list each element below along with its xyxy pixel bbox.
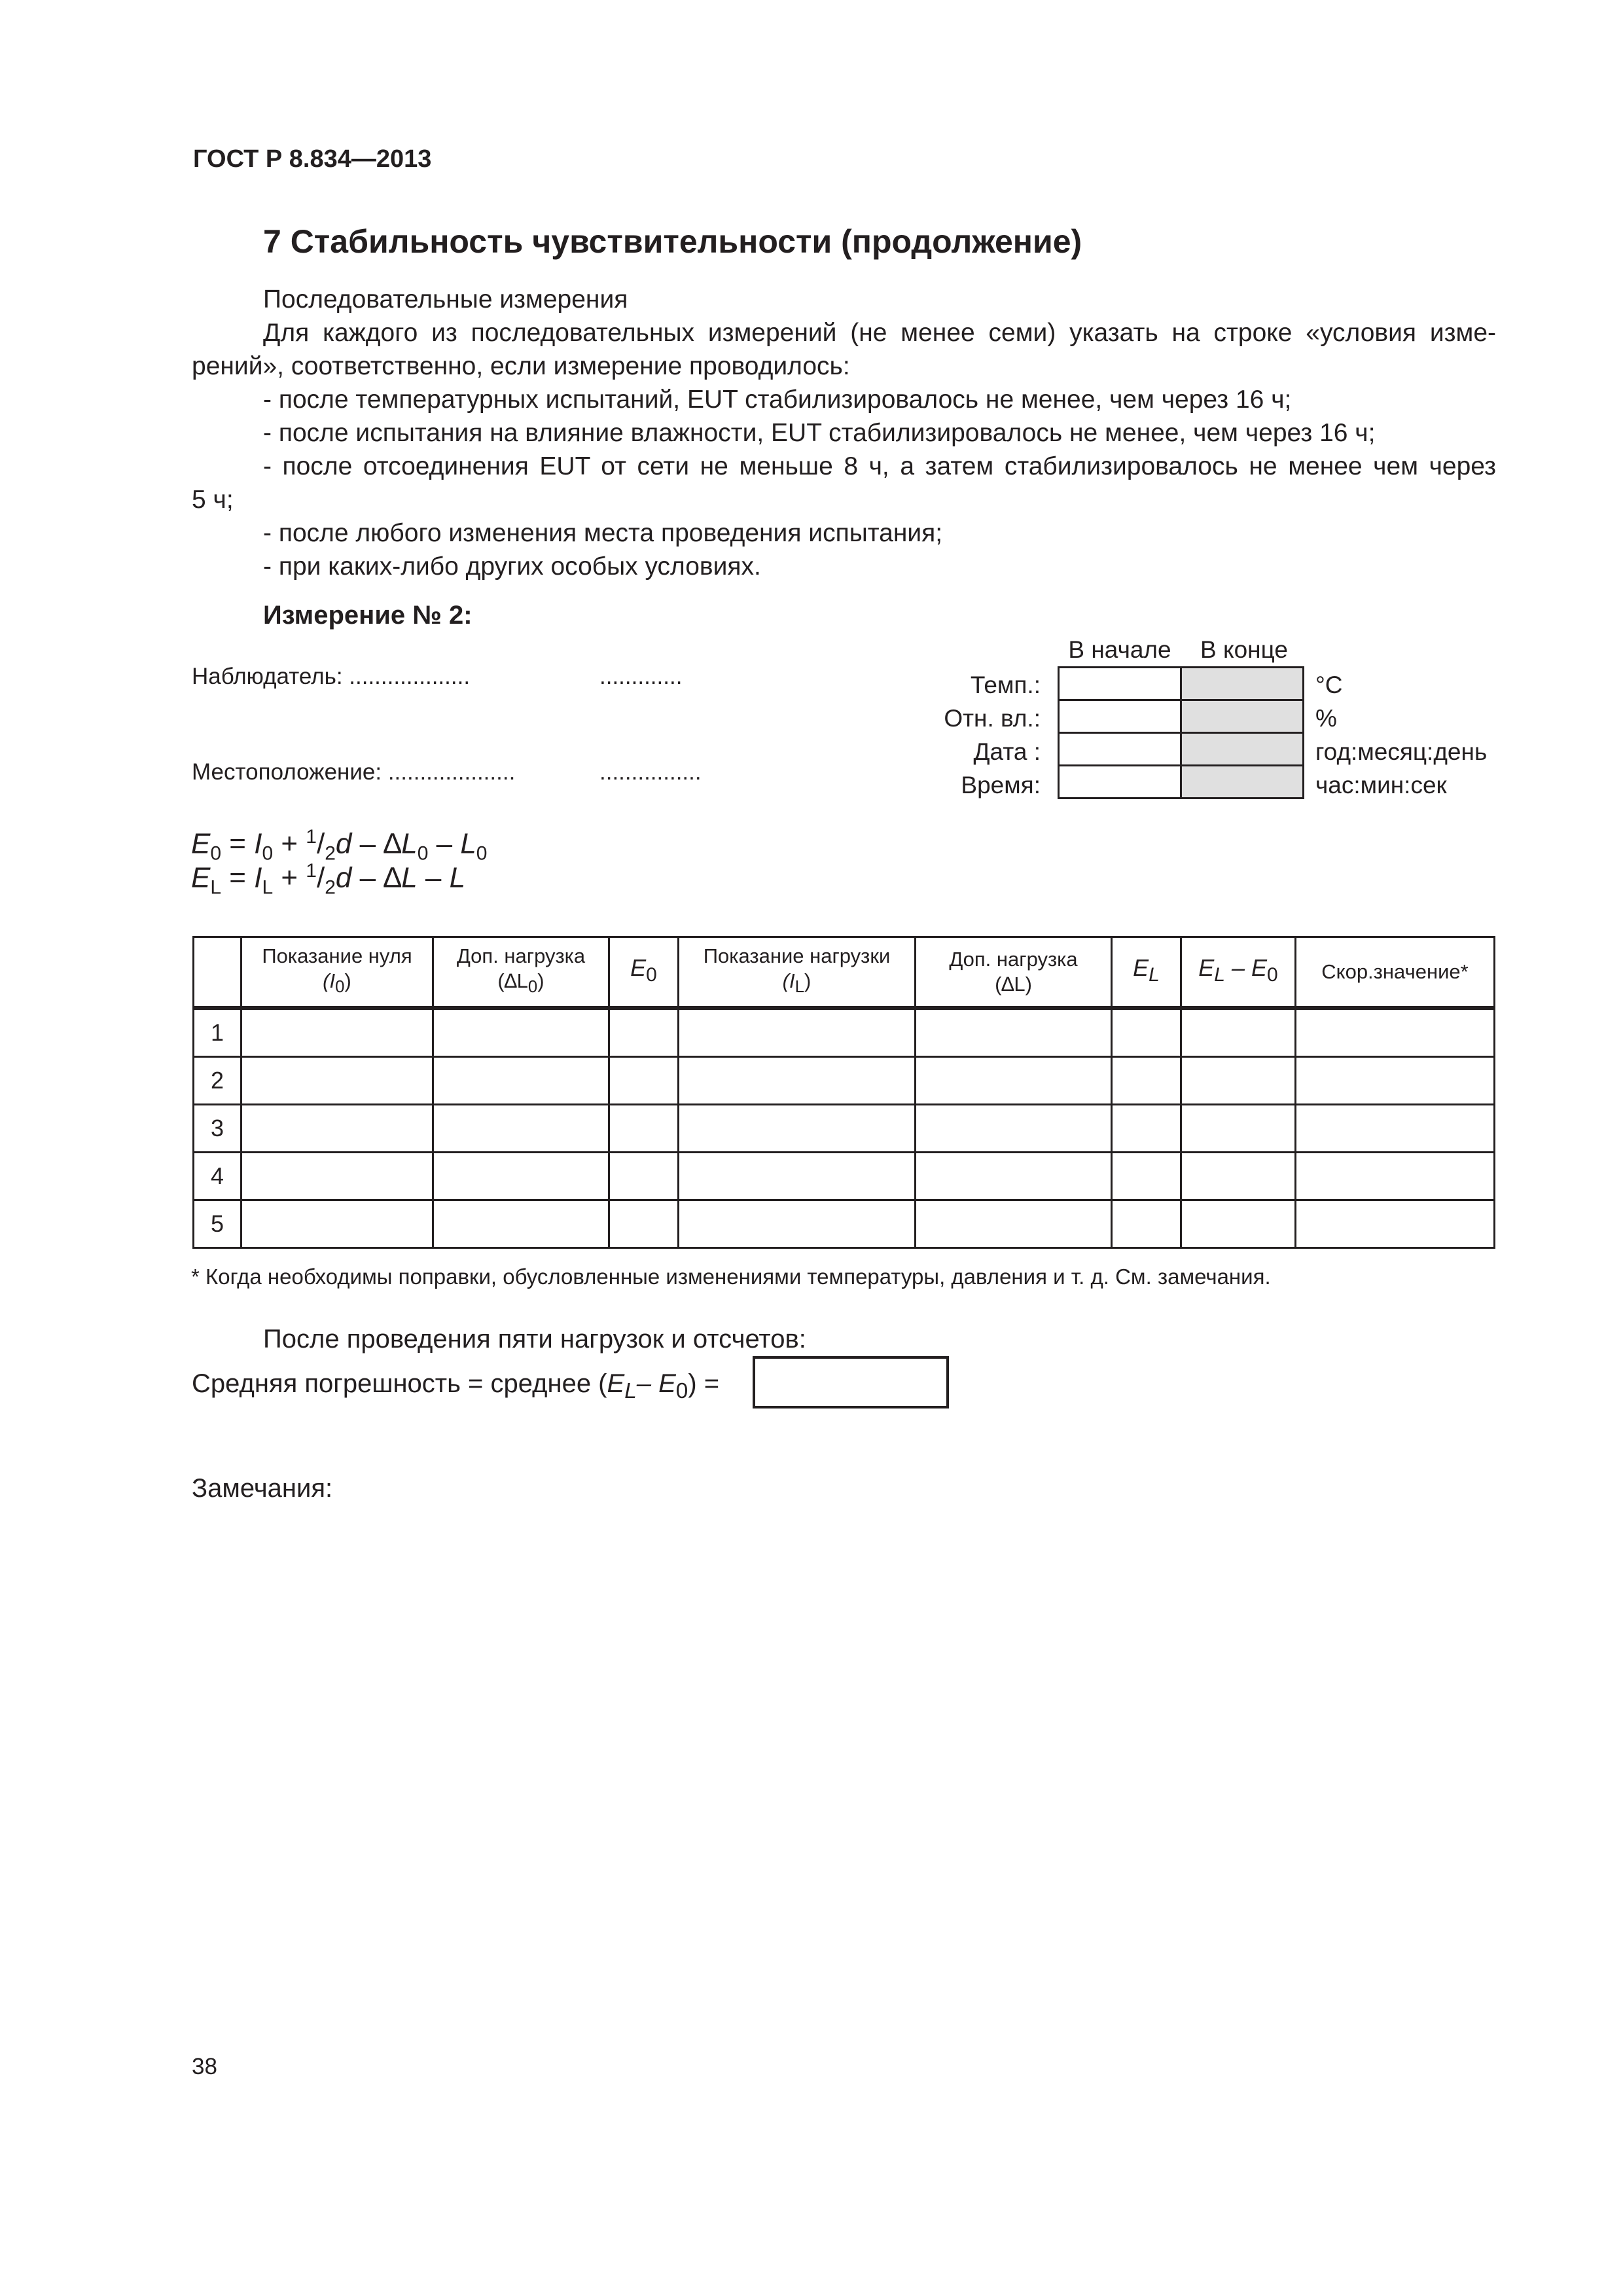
humidity-label: Отн. вл.: [944, 705, 1041, 732]
data-cell[interactable] [609, 1105, 679, 1153]
data-cell[interactable] [679, 1105, 916, 1153]
section-title: 7 Стабильность чувствительности (продолжение) [263, 223, 1082, 260]
data-cell[interactable] [1112, 1105, 1181, 1153]
data-cell[interactable] [1112, 1009, 1181, 1057]
data-cell[interactable] [1181, 1057, 1296, 1105]
humidity-unit: % [1315, 705, 1337, 732]
row-number: 4 [194, 1153, 241, 1200]
location-label: Местоположение: .................... [192, 759, 516, 785]
measurements-table [192, 936, 1495, 1249]
data-cell[interactable] [1181, 1153, 1296, 1200]
formula-el: $E_L = I_L + ^1/_2d - \Delta L - L$ [191, 860, 466, 899]
table-row [194, 1009, 1495, 1057]
table-row [194, 1057, 1495, 1105]
table-row [194, 1105, 1495, 1153]
header-corrected-value: Скор.значение* [1296, 937, 1495, 1007]
table-row [194, 1200, 1495, 1248]
data-cell[interactable] [1181, 1200, 1296, 1248]
data-cell[interactable] [679, 1057, 916, 1105]
intro-line-2: рений», соответственно, если измерение проводилось: [192, 352, 850, 380]
data-cell[interactable] [433, 1153, 609, 1200]
temp-end-cell[interactable] [1181, 668, 1304, 700]
header-e0: $E_0$ [609, 937, 679, 1007]
row-number: 1 [194, 1009, 241, 1057]
measurement-title: Измерение № 2: [263, 601, 473, 630]
data-cell[interactable] [1112, 1153, 1181, 1200]
data-cell[interactable] [433, 1105, 609, 1153]
observer-label: Наблюдатель: ................... [192, 664, 471, 689]
data-cell[interactable] [609, 1200, 679, 1248]
data-cell[interactable] [433, 1200, 609, 1248]
header-el-minus-e0: $E_L - E_0$ [1181, 937, 1296, 1007]
header-load-reading: Показание нагрузки $(I_L)$ [679, 937, 916, 1007]
date-unit: год:месяц:день [1315, 738, 1488, 765]
data-cell[interactable] [1296, 1153, 1495, 1200]
header-additional-load-2: Доп. нагрузка (∆L) [916, 937, 1112, 1007]
humidity-start-cell[interactable] [1059, 700, 1181, 733]
observer-dots: ............. [599, 664, 683, 689]
row-number: 2 [194, 1057, 241, 1105]
temp-start-cell[interactable] [1059, 668, 1181, 700]
conditions-end-header: В конце [1200, 636, 1288, 663]
standard-code: ГОСТ Р 8.834—2013 [193, 145, 432, 173]
location-dots: ................ [599, 759, 702, 785]
bullet-4: - после любого изменения места проведения испытания; [263, 519, 943, 547]
humidity-end-cell[interactable] [1181, 700, 1304, 733]
data-cell[interactable] [609, 1057, 679, 1105]
data-cell[interactable] [433, 1057, 609, 1105]
header-el: $E_L$ [1112, 937, 1181, 1007]
data-cell[interactable] [1112, 1057, 1181, 1105]
data-cell[interactable] [1181, 1105, 1296, 1153]
average-error-label: Средняя погрешность = среднее ($E_L-$ $E_0$) = [192, 1369, 720, 1403]
data-cell[interactable] [1112, 1200, 1181, 1248]
table-footnote: * Когда необходимы поправки, обусловленные изменениями температуры, давления и т. д. См. замечания. [191, 1265, 1271, 1289]
data-cell[interactable] [1296, 1105, 1495, 1153]
table-row [194, 1153, 1495, 1200]
data-cell[interactable] [1296, 1200, 1495, 1248]
header-zero-reading: Показание нуля $(I_0)$ [241, 937, 433, 1007]
remarks-label: Замечания: [192, 1474, 333, 1503]
data-cell[interactable] [679, 1009, 916, 1057]
intro-line-1: Для каждого из последовательных измерений (не менее семи) указать на строке «условия изме- [263, 319, 1496, 347]
bullet-3a: - после отсоединения EUT от сети не меньше 8 ч, а затем стабилизировалось не менее чем через [263, 452, 1496, 480]
intro-heading: Последовательные измерения [263, 285, 628, 314]
time-start-cell[interactable] [1059, 766, 1181, 798]
data-cell[interactable] [609, 1009, 679, 1057]
bullet-3b: 5 ч; [192, 486, 234, 514]
data-cell[interactable] [916, 1105, 1112, 1153]
after-loads-text: После проведения пяти нагрузок и отсчетов: [263, 1325, 806, 1354]
data-cell[interactable] [1181, 1009, 1296, 1057]
data-cell[interactable] [241, 1009, 433, 1057]
data-cell[interactable] [916, 1200, 1112, 1248]
header-additional-load: Доп. нагрузка $(\Delta L_0)$ [433, 937, 609, 1007]
date-label: Дата : [973, 738, 1041, 765]
temp-label: Темп.: [970, 672, 1041, 698]
data-cell[interactable] [916, 1009, 1112, 1057]
row-number: 5 [194, 1200, 241, 1248]
date-start-cell[interactable] [1059, 733, 1181, 766]
data-cell[interactable] [916, 1153, 1112, 1200]
bullet-2: - после испытания на влияние влажности, EUT стабилизировалось не менее, чем через 16 ч; [263, 419, 1376, 447]
data-cell[interactable] [609, 1153, 679, 1200]
average-error-box[interactable] [753, 1356, 949, 1408]
formula-e0: $E_0 = I_0 + ^1/_2d - \Delta L_0 - L_0$ [191, 826, 488, 865]
data-cell[interactable] [916, 1057, 1112, 1105]
bullet-1: - после температурных испытаний, EUT стабилизировалось не менее, чем через 16 ч; [263, 386, 1292, 414]
conditions-start-header: В начале [1068, 636, 1171, 663]
time-unit: час:мин:сек [1315, 772, 1447, 798]
data-cell[interactable] [433, 1009, 609, 1057]
time-end-cell[interactable] [1181, 766, 1304, 798]
row-number: 3 [194, 1105, 241, 1153]
bullet-5: - при каких-либо других особых условиях. [263, 552, 761, 581]
data-cell[interactable] [679, 1153, 916, 1200]
conditions-grid [1058, 666, 1304, 799]
time-label: Время: [961, 772, 1041, 798]
data-cell[interactable] [241, 1057, 433, 1105]
data-cell[interactable] [241, 1105, 433, 1153]
data-cell[interactable] [241, 1200, 433, 1248]
data-cell[interactable] [241, 1153, 433, 1200]
temp-unit: °C [1315, 672, 1343, 698]
date-end-cell[interactable] [1181, 733, 1304, 766]
data-cell[interactable] [679, 1200, 916, 1248]
page-number: 38 [192, 2054, 217, 2079]
data-cell[interactable] [1296, 1009, 1495, 1057]
header-row-number [194, 937, 241, 1007]
data-cell[interactable] [1296, 1057, 1495, 1105]
